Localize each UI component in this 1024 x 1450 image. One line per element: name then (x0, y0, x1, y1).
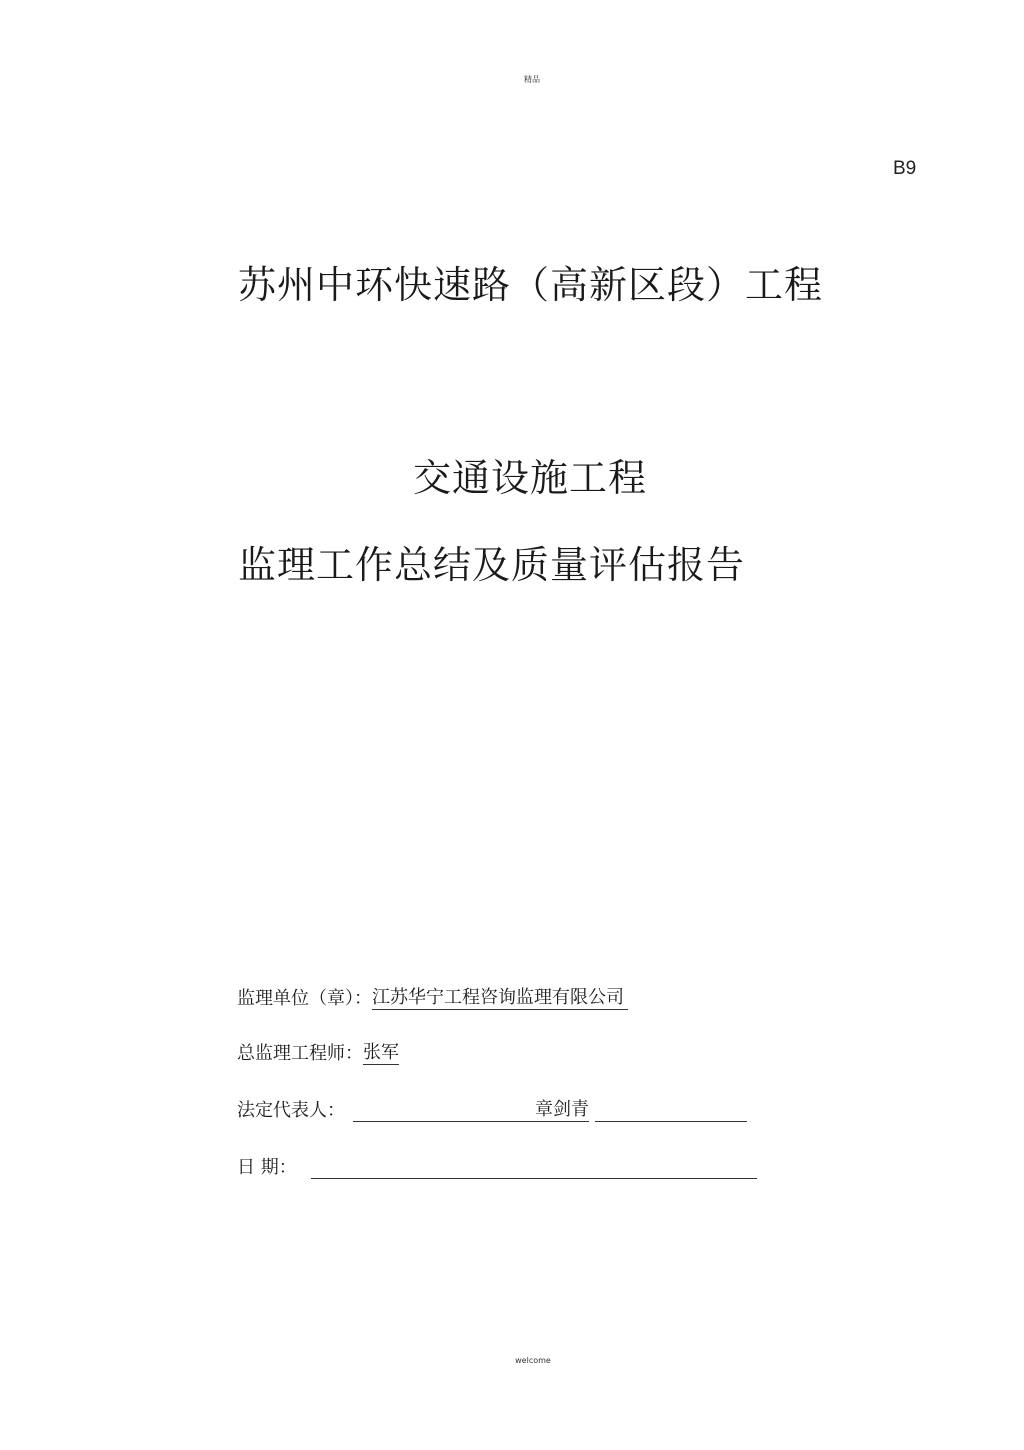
chief-engineer-value: 张军 (363, 1042, 399, 1066)
supervision-unit-value: 江苏华宁工程咨询监理有限公司 (372, 987, 628, 1011)
document-code: B9 (893, 158, 917, 179)
signature-line-right (595, 1105, 747, 1122)
subproject-title: 交通设施工程 (413, 456, 648, 500)
date-value (311, 1162, 757, 1179)
date-row (237, 1153, 757, 1179)
chief-engineer-label: 总监理工程师： (237, 1043, 363, 1064)
footer-mark: welcome (515, 1356, 551, 1365)
legal-representative-value: 章剑青 (535, 1099, 589, 1123)
chief-engineer-row (237, 1039, 399, 1065)
header-mark: 精品 (524, 75, 540, 84)
supervision-unit-row (237, 984, 628, 1010)
supervision-unit-label: 监理单位（章）： (237, 988, 372, 1009)
signature-line-left (353, 1105, 535, 1122)
date-label: 日 期： (237, 1157, 297, 1178)
legal-representative-row (237, 1096, 747, 1122)
report-title: 监理工作总结及质量评估报告 (238, 543, 746, 587)
legal-representative-label: 法定代表人： (237, 1100, 345, 1121)
project-title: 苏州中环快速路（高新区段）工程 (238, 263, 824, 307)
